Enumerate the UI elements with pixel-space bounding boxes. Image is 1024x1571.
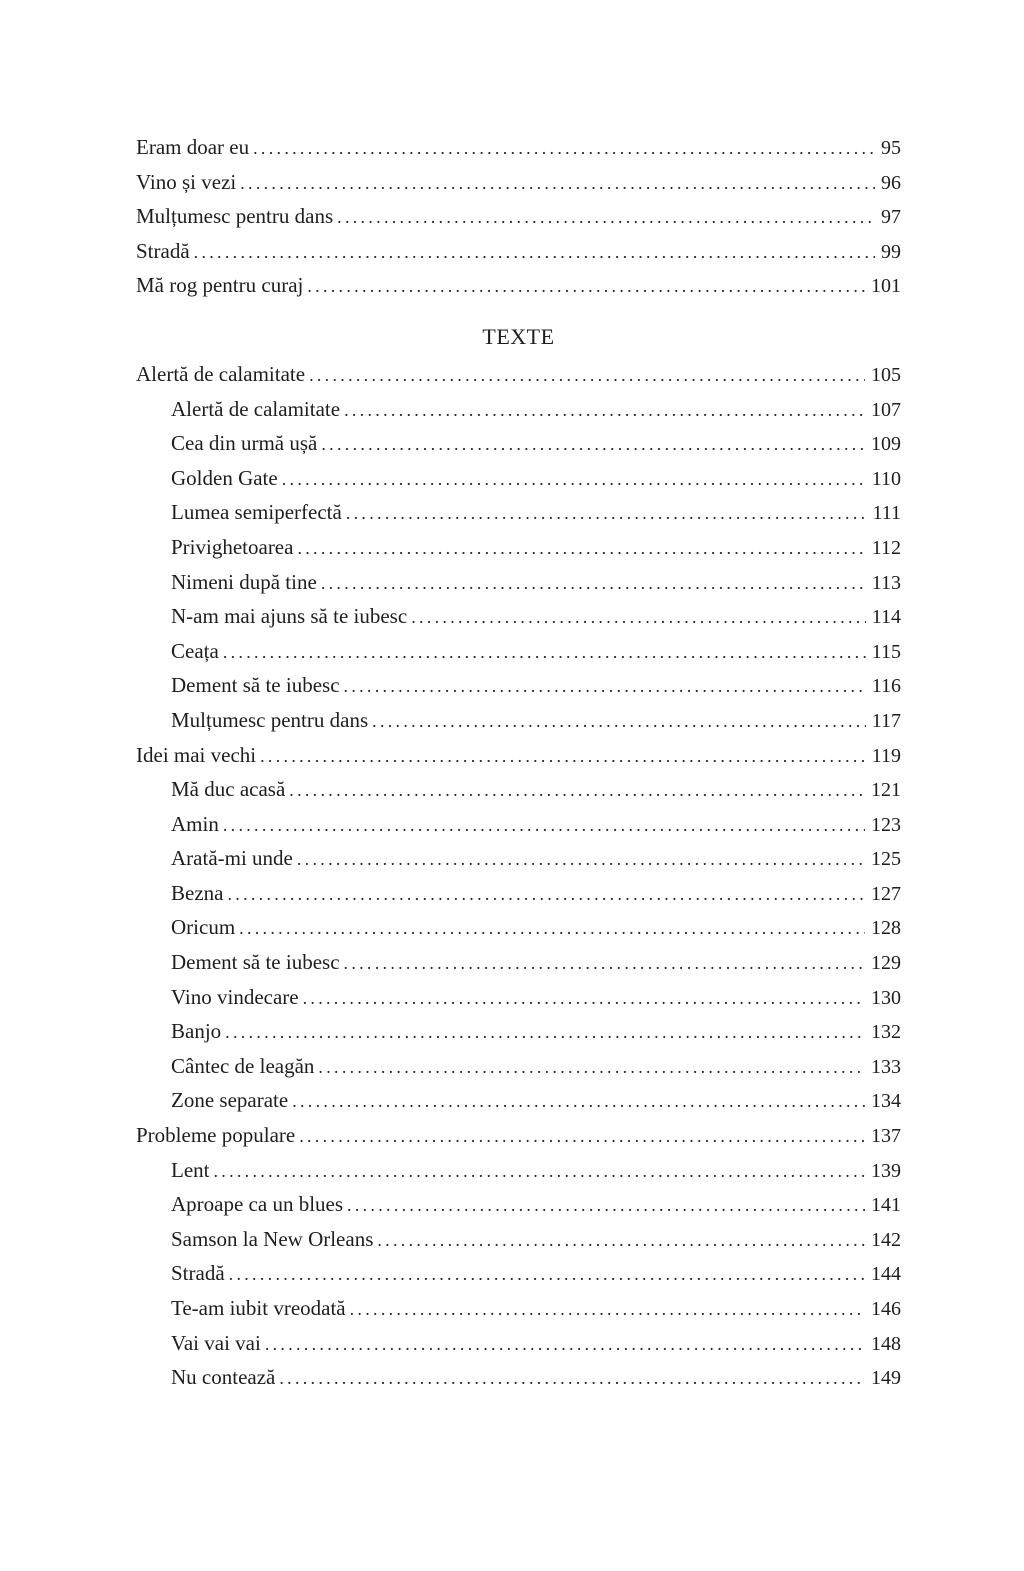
entry-page-number: 115	[871, 640, 901, 663]
dot-leader	[321, 566, 866, 600]
entry-page-number: 146	[871, 1298, 901, 1320]
entry-page-number: 107	[871, 398, 901, 421]
entry-title: Alertă de calamitate	[136, 361, 306, 386]
entry-page-number: 95	[881, 137, 901, 159]
dot-leader	[321, 427, 865, 461]
toc-subentry[interactable]	[136, 495, 901, 530]
dot-leader	[289, 773, 865, 807]
entry-page-number: 142	[871, 1228, 901, 1251]
entry-title: Stradă	[171, 1261, 225, 1286]
toc-subentry[interactable]	[136, 1326, 901, 1361]
dot-leader	[229, 1257, 865, 1291]
entry-title: Mă rog pentru curaj	[136, 273, 304, 298]
entry-title: Amin	[171, 811, 219, 836]
dot-leader	[213, 1154, 865, 1188]
entry-page-number: 101	[871, 275, 901, 298]
entry-title: Dement să te iubesc	[171, 950, 340, 975]
entry-title: Ceața	[171, 638, 219, 663]
entry-title: N-am mai ajuns să te iubesc	[171, 604, 408, 629]
toc-entry[interactable]	[136, 1118, 901, 1153]
entry-title: Alertă de calamitate	[171, 396, 341, 421]
entry-title: Vino vindecare	[171, 984, 299, 1009]
toc-subentry[interactable]	[136, 599, 901, 634]
dot-leader	[225, 1015, 865, 1049]
entry-title: Zone separate	[171, 1088, 289, 1113]
toc-subentry[interactable]	[136, 1083, 901, 1118]
toc-subentry[interactable]	[136, 1222, 901, 1257]
dot-leader	[239, 911, 865, 945]
entry-title: Oricum	[171, 915, 236, 940]
entry-page-number: 133	[871, 1055, 901, 1078]
dot-leader	[292, 1084, 865, 1118]
entry-title: Bezna	[171, 880, 224, 905]
entry-title: Nu contează	[171, 1365, 276, 1390]
texte-entries-list	[136, 357, 901, 1395]
dot-leader	[253, 131, 875, 165]
entry-page-number: 123	[871, 813, 901, 836]
entry-page-number: 149	[871, 1367, 901, 1390]
entry-page-number: 127	[871, 882, 901, 905]
entry-page-number: 130	[871, 986, 901, 1009]
toc-subentry[interactable]	[136, 1291, 901, 1326]
dot-leader	[309, 358, 865, 392]
dot-leader	[346, 496, 867, 530]
entry-title: Privighetoarea	[171, 534, 294, 559]
entry-title: Lent	[171, 1157, 210, 1182]
entry-page-number: 139	[871, 1159, 901, 1182]
dot-leader	[350, 1292, 865, 1326]
dot-leader	[297, 531, 865, 565]
toc-subentry[interactable]	[136, 910, 901, 945]
entry-page-number: 128	[871, 917, 901, 940]
dot-leader	[265, 1327, 865, 1361]
entry-title: Eram doar eu	[136, 135, 250, 159]
entry-page-number: 129	[871, 952, 901, 975]
toc-subentry[interactable]	[136, 668, 901, 703]
toc-entry[interactable]	[136, 234, 901, 269]
entry-page-number: 117	[871, 709, 901, 732]
entry-title: Vino și vezi	[136, 169, 237, 194]
section-heading-texte: TEXTE	[482, 323, 555, 349]
entry-page-number: 119	[871, 744, 901, 767]
entry-page-number: 121	[871, 779, 901, 802]
entry-title: Idei mai vechi	[136, 742, 257, 767]
toc-subentry[interactable]	[136, 772, 901, 807]
entry-title: Vai vai vai	[171, 1330, 261, 1355]
entry-page-number: 112	[871, 536, 901, 559]
toc-subentry[interactable]	[136, 1256, 901, 1291]
entry-title: Mă duc acasă	[171, 777, 286, 802]
entry-title: Stradă	[136, 238, 190, 263]
toc-subentry[interactable]	[136, 530, 901, 565]
dot-leader	[223, 635, 866, 669]
entry-page-number: 148	[871, 1332, 901, 1355]
toc-subentry[interactable]	[136, 1014, 901, 1049]
toc-subentry[interactable]	[136, 980, 901, 1015]
toc-entry[interactable]	[136, 738, 901, 773]
entry-page-number: 99	[881, 240, 901, 263]
entry-title: Nimeni după tine	[171, 569, 317, 594]
dot-leader	[297, 842, 865, 876]
entry-title: Banjo	[171, 1019, 222, 1044]
entry-page-number: 96	[881, 171, 901, 194]
dot-leader	[307, 269, 865, 303]
dot-leader	[279, 1361, 865, 1395]
entry-title: Lumea semiperfectă	[171, 500, 342, 525]
entry-page-number: 141	[871, 1194, 901, 1217]
entry-title: Aproape ca un blues	[171, 1192, 344, 1217]
entry-title: Probleme populare	[136, 1123, 296, 1148]
dot-leader	[411, 600, 866, 634]
entry-title: Te-am iubit vreodată	[171, 1296, 346, 1320]
entry-page-number: 109	[871, 433, 901, 456]
dot-leader	[282, 462, 866, 496]
toc-subentry[interactable]	[136, 634, 901, 669]
dot-leader	[318, 1050, 865, 1084]
toc-subentry[interactable]	[136, 1153, 901, 1188]
entry-title: Mulțumesc pentru dans	[136, 204, 334, 229]
toc-entry[interactable]	[136, 268, 901, 303]
entry-page-number: 144	[871, 1263, 901, 1286]
toc-entry[interactable]	[136, 199, 901, 234]
toc-subentry[interactable]	[136, 565, 901, 600]
entry-page-number: 105	[871, 363, 901, 386]
dot-leader	[303, 981, 865, 1015]
toc-entry[interactable]	[136, 130, 901, 165]
table-of-contents	[136, 130, 901, 1395]
toc-subentry[interactable]	[136, 426, 901, 461]
entry-page-number: 132	[871, 1021, 901, 1044]
toc-entry[interactable]	[136, 165, 901, 200]
toc-subentry[interactable]	[136, 1187, 901, 1222]
dot-leader	[377, 1223, 865, 1257]
toc-subentry[interactable]	[136, 876, 901, 911]
toc-entry[interactable]	[136, 357, 901, 392]
toc-subentry[interactable]	[136, 945, 901, 980]
entry-title: Arată-mi unde	[171, 846, 293, 871]
dot-leader	[260, 739, 866, 773]
entry-page-number: 116	[871, 675, 901, 698]
entry-title: Mulțumesc pentru dans	[171, 707, 369, 732]
toc-subentry[interactable]	[136, 807, 901, 842]
entry-title: Golden Gate	[171, 465, 278, 490]
dot-leader	[372, 704, 866, 738]
entry-page-number: 134	[871, 1090, 901, 1113]
dot-leader	[240, 166, 875, 200]
entry-title: Cântec de leagăn	[171, 1053, 315, 1078]
toc-subentry[interactable]	[136, 1360, 901, 1395]
toc-subentry[interactable]	[136, 1049, 901, 1084]
entry-page-number: 97	[881, 206, 901, 229]
entry-page-number: 113	[871, 571, 901, 594]
entry-page-number: 125	[871, 848, 901, 871]
dot-leader	[344, 946, 865, 980]
dot-leader	[344, 393, 865, 427]
toc-subentry[interactable]	[136, 703, 901, 738]
dot-leader	[223, 808, 865, 842]
entry-title: Cea din urmă ușă	[171, 431, 318, 456]
entry-page-number: 110	[871, 467, 901, 490]
top-entries-list	[136, 130, 901, 303]
dot-leader	[299, 1119, 865, 1153]
entry-title: Dement să te iubesc	[171, 673, 340, 698]
entry-title: Samson la New Orleans	[171, 1226, 374, 1251]
dot-leader	[337, 200, 875, 234]
entry-page-number: 111	[872, 502, 901, 525]
dot-leader	[194, 235, 875, 269]
entry-page-number: 114	[871, 606, 901, 629]
dot-leader	[227, 877, 865, 911]
dot-leader	[344, 669, 866, 703]
toc-subentry[interactable]	[136, 461, 901, 496]
dot-leader	[347, 1188, 865, 1222]
entry-page-number: 137	[871, 1125, 901, 1148]
toc-subentry[interactable]	[136, 841, 901, 876]
toc-subentry[interactable]	[136, 392, 901, 427]
